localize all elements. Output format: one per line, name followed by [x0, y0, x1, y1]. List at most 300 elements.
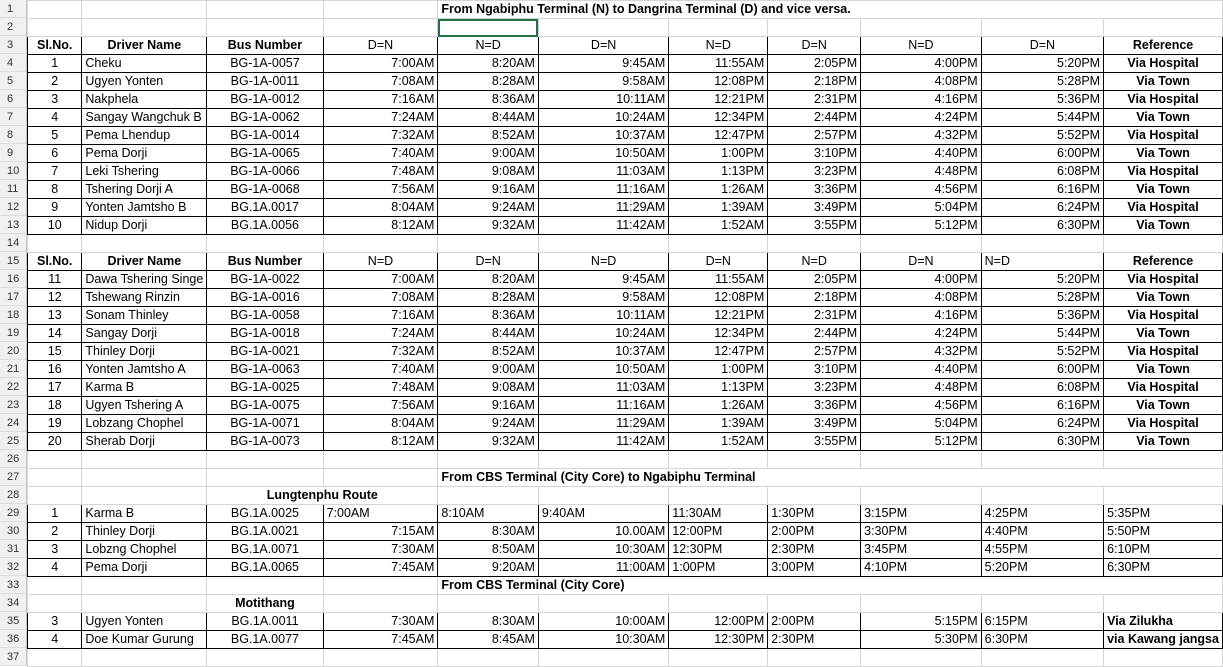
- cell[interactable]: 12:34PM: [669, 325, 768, 343]
- cell[interactable]: 12:21PM: [669, 307, 768, 325]
- cell[interactable]: 3:36PM: [768, 397, 861, 415]
- cell[interactable]: 12:47PM: [669, 343, 768, 361]
- cell[interactable]: 5:52PM: [981, 343, 1103, 361]
- cell[interactable]: 9:40AM: [538, 505, 668, 523]
- driver-name-cell[interactable]: Cheku: [82, 55, 207, 73]
- column-header[interactable]: Sl.No.: [28, 253, 82, 271]
- cell[interactable]: 12:00PM: [669, 613, 768, 631]
- cell[interactable]: 10:24AM: [538, 325, 668, 343]
- column-header[interactable]: D=N: [768, 37, 861, 55]
- empty-cell[interactable]: [861, 451, 982, 469]
- empty-cell[interactable]: [323, 19, 438, 37]
- row-number[interactable]: 5: [0, 72, 26, 90]
- empty-cell[interactable]: [28, 577, 82, 595]
- cell[interactable]: 6:00PM: [981, 361, 1103, 379]
- row-number[interactable]: 34: [0, 594, 26, 612]
- empty-cell[interactable]: [861, 19, 982, 37]
- cell[interactable]: 2:31PM: [768, 91, 861, 109]
- cell[interactable]: 3:30PM: [861, 523, 982, 541]
- cell[interactable]: 4:40PM: [861, 361, 982, 379]
- row-number[interactable]: 14: [0, 234, 26, 252]
- cell[interactable]: 7:00AM: [323, 55, 438, 73]
- row-number[interactable]: 30: [0, 522, 26, 540]
- cell[interactable]: 4: [28, 109, 82, 127]
- cell[interactable]: BG.1A.0077: [207, 631, 323, 649]
- cell[interactable]: 11:55AM: [669, 271, 768, 289]
- cell[interactable]: 2:57PM: [768, 127, 861, 145]
- cell[interactable]: 3:49PM: [768, 415, 861, 433]
- empty-cell[interactable]: [438, 235, 539, 253]
- cell[interactable]: 6:10PM: [1104, 541, 1223, 559]
- empty-cell[interactable]: [768, 487, 861, 505]
- cell[interactable]: BG.1A.0021: [207, 523, 323, 541]
- cell[interactable]: 11:29AM: [538, 415, 668, 433]
- cell[interactable]: 5:12PM: [861, 217, 982, 235]
- cell[interactable]: 20: [28, 433, 82, 451]
- driver-name-cell[interactable]: Nakphela: [82, 91, 207, 109]
- column-header[interactable]: Driver Name: [82, 253, 207, 271]
- cell[interactable]: 12:21PM: [669, 91, 768, 109]
- cell[interactable]: Via Town: [1104, 361, 1223, 379]
- cell[interactable]: 5:44PM: [981, 109, 1103, 127]
- cell[interactable]: 6: [28, 145, 82, 163]
- cell[interactable]: 10:30AM: [538, 541, 668, 559]
- empty-cell[interactable]: [28, 487, 82, 505]
- cell[interactable]: 7:08AM: [323, 289, 438, 307]
- empty-cell[interactable]: [82, 469, 207, 487]
- cell[interactable]: 19: [28, 415, 82, 433]
- cell[interactable]: 4:56PM: [861, 397, 982, 415]
- column-header[interactable]: N=D: [861, 37, 982, 55]
- cell[interactable]: 5:30PM: [861, 631, 982, 649]
- empty-cell[interactable]: [538, 487, 668, 505]
- cell[interactable]: 6:16PM: [981, 181, 1103, 199]
- cell[interactable]: 1:26AM: [669, 181, 768, 199]
- route-label[interactable]: Motithang: [207, 595, 323, 613]
- empty-cell[interactable]: [669, 487, 768, 505]
- cell[interactable]: 1:30PM: [768, 505, 861, 523]
- cell[interactable]: 11:42AM: [538, 433, 668, 451]
- row-number[interactable]: 11: [0, 180, 26, 198]
- cell[interactable]: 5:35PM: [1104, 505, 1223, 523]
- driver-name-cell[interactable]: Yonten Jamtsho A: [82, 361, 207, 379]
- empty-cell[interactable]: [207, 649, 323, 667]
- driver-name-cell[interactable]: Karma B: [82, 379, 207, 397]
- cell[interactable]: Via Hospital: [1104, 199, 1223, 217]
- driver-name-cell[interactable]: Ugyen Tshering A: [82, 397, 207, 415]
- cell[interactable]: 8:50AM: [438, 541, 539, 559]
- empty-cell[interactable]: [82, 451, 207, 469]
- cell[interactable]: 1:52AM: [669, 433, 768, 451]
- driver-name-cell[interactable]: Tshering Dorji A: [82, 181, 207, 199]
- cell[interactable]: Via Town: [1104, 289, 1223, 307]
- empty-cell[interactable]: [438, 487, 539, 505]
- row-number[interactable]: 27: [0, 468, 26, 486]
- cell[interactable]: Via Hospital: [1104, 379, 1223, 397]
- cell[interactable]: 9:16AM: [438, 181, 539, 199]
- bus-number-cell[interactable]: BG-1A-0012: [207, 91, 323, 109]
- cell[interactable]: 8:52AM: [438, 127, 539, 145]
- empty-cell[interactable]: [1104, 595, 1223, 613]
- cell[interactable]: 2:00PM: [768, 523, 861, 541]
- row-number[interactable]: 19: [0, 324, 26, 342]
- cell[interactable]: 9:00AM: [438, 361, 539, 379]
- selected-cell[interactable]: [438, 19, 539, 37]
- cell[interactable]: 9:58AM: [538, 289, 668, 307]
- cell[interactable]: 10:24AM: [538, 109, 668, 127]
- cell[interactable]: 10:50AM: [538, 145, 668, 163]
- cell[interactable]: 5:04PM: [861, 415, 982, 433]
- cell[interactable]: 4:32PM: [861, 127, 982, 145]
- bus-number-cell[interactable]: BG-1A-0014: [207, 127, 323, 145]
- column-header[interactable]: Driver Name: [82, 37, 207, 55]
- cell[interactable]: 12:47PM: [669, 127, 768, 145]
- row-number[interactable]: 16: [0, 270, 26, 288]
- cell[interactable]: 4:08PM: [861, 289, 982, 307]
- cell[interactable]: 7:40AM: [323, 145, 438, 163]
- cell[interactable]: Via Hospital: [1104, 307, 1223, 325]
- cell[interactable]: 8:04AM: [323, 415, 438, 433]
- cell[interactable]: 11:30AM: [669, 505, 768, 523]
- sheet-title[interactable]: From Ngabiphu Terminal (N) to Dangrina Terminal (D) and vice versa.: [438, 1, 1223, 19]
- cell[interactable]: Via Town: [1104, 325, 1223, 343]
- cell[interactable]: 8:44AM: [438, 325, 539, 343]
- cell[interactable]: 6:24PM: [981, 415, 1103, 433]
- cell[interactable]: 8:04AM: [323, 199, 438, 217]
- cell[interactable]: 6:30PM: [981, 433, 1103, 451]
- cell[interactable]: 7:45AM: [323, 559, 438, 577]
- cell[interactable]: 9:45AM: [538, 55, 668, 73]
- bus-number-cell[interactable]: BG-1A-0025: [207, 379, 323, 397]
- cell[interactable]: Via Hospital: [1104, 271, 1223, 289]
- row-number[interactable]: 12: [0, 198, 26, 216]
- cell[interactable]: 5:36PM: [981, 91, 1103, 109]
- driver-name-cell[interactable]: Sangay Wangchuk B: [82, 109, 207, 127]
- cell[interactable]: 8: [28, 181, 82, 199]
- cell[interactable]: 3:10PM: [768, 361, 861, 379]
- row-number[interactable]: 3: [0, 36, 26, 54]
- empty-cell[interactable]: [1104, 451, 1223, 469]
- cell[interactable]: Via Hospital: [1104, 127, 1223, 145]
- driver-name-cell[interactable]: Leki Tshering: [82, 163, 207, 181]
- row-number[interactable]: 1: [0, 0, 26, 18]
- cell[interactable]: 17: [28, 379, 82, 397]
- cell[interactable]: Via Hospital: [1104, 343, 1223, 361]
- cell[interactable]: 1:00PM: [669, 145, 768, 163]
- row-number[interactable]: 15: [0, 252, 26, 270]
- cell[interactable]: 5: [28, 127, 82, 145]
- driver-name-cell[interactable]: Nidup Dorji: [82, 217, 207, 235]
- cell[interactable]: 1:52AM: [669, 217, 768, 235]
- row-number[interactable]: 36: [0, 630, 26, 648]
- cell[interactable]: 6:30PM: [981, 631, 1103, 649]
- driver-name-cell[interactable]: Yonten Jamtsho B: [82, 199, 207, 217]
- cell[interactable]: 7:30AM: [323, 613, 438, 631]
- cell[interactable]: 2:18PM: [768, 73, 861, 91]
- cell[interactable]: 9:32AM: [438, 433, 539, 451]
- bus-number-cell[interactable]: BG-1A-0071: [207, 415, 323, 433]
- empty-cell[interactable]: [768, 649, 861, 667]
- cell[interactable]: 11:03AM: [538, 379, 668, 397]
- cell[interactable]: 7:16AM: [323, 307, 438, 325]
- cell[interactable]: via Kawang jangsa: [1104, 631, 1223, 649]
- cell[interactable]: 3: [28, 541, 82, 559]
- cell[interactable]: 1: [28, 55, 82, 73]
- empty-cell[interactable]: [981, 649, 1103, 667]
- cell[interactable]: 9:58AM: [538, 73, 668, 91]
- cell[interactable]: 7:24AM: [323, 325, 438, 343]
- cell[interactable]: 2: [28, 73, 82, 91]
- empty-cell[interactable]: [28, 1, 82, 19]
- cell[interactable]: 2: [28, 523, 82, 541]
- cell[interactable]: 6:16PM: [981, 397, 1103, 415]
- cell[interactable]: 6:30PM: [981, 217, 1103, 235]
- empty-cell[interactable]: [768, 235, 861, 253]
- cell[interactable]: 5:15PM: [861, 613, 982, 631]
- cell[interactable]: 11:00AM: [538, 559, 668, 577]
- cell[interactable]: 8:10AM: [438, 505, 539, 523]
- cell[interactable]: 9:00AM: [438, 145, 539, 163]
- cell[interactable]: Via Zilukha: [1104, 613, 1223, 631]
- cell[interactable]: 5:12PM: [861, 433, 982, 451]
- row-number[interactable]: 28: [0, 486, 26, 504]
- row-number[interactable]: 32: [0, 558, 26, 576]
- cell[interactable]: 3:45PM: [861, 541, 982, 559]
- empty-cell[interactable]: [207, 451, 323, 469]
- cell[interactable]: 2:30PM: [768, 631, 861, 649]
- empty-cell[interactable]: [323, 1, 438, 19]
- cell[interactable]: Via Town: [1104, 109, 1223, 127]
- cell[interactable]: 12:34PM: [669, 109, 768, 127]
- cell[interactable]: 8:12AM: [323, 433, 438, 451]
- section-title[interactable]: From CBS Terminal (City Core): [438, 577, 1223, 595]
- driver-name-cell[interactable]: Pema Dorji: [82, 145, 207, 163]
- cell[interactable]: 3:15PM: [861, 505, 982, 523]
- cell[interactable]: Via Hospital: [1104, 55, 1223, 73]
- column-header[interactable]: Bus Number: [207, 37, 323, 55]
- cell[interactable]: 7:32AM: [323, 127, 438, 145]
- cell[interactable]: 7: [28, 163, 82, 181]
- bus-number-cell[interactable]: BG-1A-0058: [207, 307, 323, 325]
- column-header[interactable]: N=D: [669, 37, 768, 55]
- empty-cell[interactable]: [1104, 649, 1223, 667]
- empty-cell[interactable]: [207, 235, 323, 253]
- cell[interactable]: 10:11AM: [538, 307, 668, 325]
- empty-cell[interactable]: [207, 577, 323, 595]
- cell[interactable]: Via Town: [1104, 217, 1223, 235]
- bus-number-cell[interactable]: BG-1A-0073: [207, 433, 323, 451]
- cell[interactable]: 9: [28, 199, 82, 217]
- empty-cell[interactable]: [207, 19, 323, 37]
- cell[interactable]: 7:30AM: [323, 541, 438, 559]
- cell[interactable]: 8:36AM: [438, 307, 539, 325]
- driver-name-cell[interactable]: Tshewang Rinzin: [82, 289, 207, 307]
- driver-name-cell[interactable]: Ugyen Yonten: [82, 73, 207, 91]
- cell[interactable]: 4:16PM: [861, 91, 982, 109]
- empty-cell[interactable]: [323, 577, 438, 595]
- bus-number-cell[interactable]: BG-1A-0021: [207, 343, 323, 361]
- cell[interactable]: 5:28PM: [981, 289, 1103, 307]
- cell[interactable]: 7:32AM: [323, 343, 438, 361]
- cell[interactable]: 3:49PM: [768, 199, 861, 217]
- empty-cell[interactable]: [323, 235, 438, 253]
- empty-cell[interactable]: [669, 649, 768, 667]
- cell[interactable]: Via Town: [1104, 433, 1223, 451]
- cell[interactable]: 12:00PM: [669, 523, 768, 541]
- cell[interactable]: 10.00AM: [538, 523, 668, 541]
- empty-cell[interactable]: [768, 595, 861, 613]
- cell[interactable]: 2:44PM: [768, 325, 861, 343]
- empty-cell[interactable]: [981, 487, 1103, 505]
- cell[interactable]: 12:08PM: [669, 289, 768, 307]
- cell[interactable]: Via Town: [1104, 73, 1223, 91]
- cell[interactable]: 3: [28, 613, 82, 631]
- cell[interactable]: 7:24AM: [323, 109, 438, 127]
- cell[interactable]: Lobzng Chophel: [82, 541, 207, 559]
- cell[interactable]: 5:52PM: [981, 127, 1103, 145]
- empty-cell[interactable]: [207, 469, 323, 487]
- cell[interactable]: 4:10PM: [861, 559, 982, 577]
- route-label[interactable]: Lungtenphu Route: [207, 487, 438, 505]
- cell[interactable]: Karma B: [82, 505, 207, 523]
- empty-cell[interactable]: [981, 235, 1103, 253]
- cell[interactable]: 4:55PM: [981, 541, 1103, 559]
- empty-cell[interactable]: [861, 487, 982, 505]
- row-number[interactable]: 13: [0, 216, 26, 234]
- row-number[interactable]: 23: [0, 396, 26, 414]
- cell[interactable]: 3:55PM: [768, 217, 861, 235]
- cell[interactable]: 8:20AM: [438, 271, 539, 289]
- empty-cell[interactable]: [538, 19, 668, 37]
- cell[interactable]: 6:15PM: [981, 613, 1103, 631]
- cell[interactable]: 16: [28, 361, 82, 379]
- cell[interactable]: 1:00PM: [669, 559, 768, 577]
- cell[interactable]: 8:30AM: [438, 613, 539, 631]
- empty-cell[interactable]: [28, 451, 82, 469]
- cell[interactable]: 2:05PM: [768, 55, 861, 73]
- cell[interactable]: 2:57PM: [768, 343, 861, 361]
- cell[interactable]: 8:28AM: [438, 73, 539, 91]
- row-number[interactable]: 24: [0, 414, 26, 432]
- cell[interactable]: 11:16AM: [538, 181, 668, 199]
- cell[interactable]: 6:08PM: [981, 379, 1103, 397]
- row-number[interactable]: 6: [0, 90, 26, 108]
- cell[interactable]: 1:13PM: [669, 379, 768, 397]
- empty-cell[interactable]: [1104, 19, 1223, 37]
- column-header[interactable]: N=D: [323, 253, 438, 271]
- cell[interactable]: 4:40PM: [861, 145, 982, 163]
- empty-cell[interactable]: [768, 451, 861, 469]
- bus-number-cell[interactable]: BG.1A.0056: [207, 217, 323, 235]
- cell[interactable]: 7:16AM: [323, 91, 438, 109]
- cell[interactable]: 10:37AM: [538, 127, 668, 145]
- empty-cell[interactable]: [981, 451, 1103, 469]
- cell[interactable]: 1:13PM: [669, 163, 768, 181]
- row-number[interactable]: 22: [0, 378, 26, 396]
- row-number[interactable]: 8: [0, 126, 26, 144]
- cell[interactable]: 8:36AM: [438, 91, 539, 109]
- bus-number-cell[interactable]: BG-1A-0057: [207, 55, 323, 73]
- empty-cell[interactable]: [1104, 487, 1223, 505]
- empty-cell[interactable]: [538, 649, 668, 667]
- cell[interactable]: 6:08PM: [981, 163, 1103, 181]
- bus-number-cell[interactable]: BG-1A-0075: [207, 397, 323, 415]
- bus-number-cell[interactable]: BG-1A-0066: [207, 163, 323, 181]
- bus-number-cell[interactable]: BG-1A-0065: [207, 145, 323, 163]
- row-number[interactable]: 21: [0, 360, 26, 378]
- row-number[interactable]: 20: [0, 342, 26, 360]
- cell[interactable]: 11:55AM: [669, 55, 768, 73]
- empty-cell[interactable]: [28, 649, 82, 667]
- cell[interactable]: Ugyen Yonten: [82, 613, 207, 631]
- cell[interactable]: Via Hospital: [1104, 163, 1223, 181]
- column-header[interactable]: D=N: [323, 37, 438, 55]
- row-number[interactable]: 26: [0, 450, 26, 468]
- row-number[interactable]: 4: [0, 54, 26, 72]
- empty-cell[interactable]: [861, 649, 982, 667]
- cell[interactable]: 1: [28, 505, 82, 523]
- empty-cell[interactable]: [861, 235, 982, 253]
- cell[interactable]: 3:23PM: [768, 379, 861, 397]
- bus-number-cell[interactable]: BG-1A-0063: [207, 361, 323, 379]
- cell[interactable]: BG.1A.0065: [207, 559, 323, 577]
- empty-cell[interactable]: [1104, 235, 1223, 253]
- cell[interactable]: 2:00PM: [768, 613, 861, 631]
- cell[interactable]: 11:16AM: [538, 397, 668, 415]
- empty-cell[interactable]: [669, 235, 768, 253]
- cell[interactable]: 11: [28, 271, 82, 289]
- bus-number-cell[interactable]: BG-1A-0068: [207, 181, 323, 199]
- driver-name-cell[interactable]: Dawa Tshering Singe: [82, 271, 207, 289]
- empty-cell[interactable]: [28, 235, 82, 253]
- cell[interactable]: 9:32AM: [438, 217, 539, 235]
- cell[interactable]: Thinley Dorji: [82, 523, 207, 541]
- cell[interactable]: 3:36PM: [768, 181, 861, 199]
- column-header[interactable]: D=N: [538, 37, 668, 55]
- bus-number-cell[interactable]: BG.1A.0017: [207, 199, 323, 217]
- empty-cell[interactable]: [981, 595, 1103, 613]
- cell[interactable]: Via Town: [1104, 181, 1223, 199]
- empty-cell[interactable]: [207, 1, 323, 19]
- driver-name-cell[interactable]: Thinley Dorji: [82, 343, 207, 361]
- empty-cell[interactable]: [82, 649, 207, 667]
- cell[interactable]: Via Town: [1104, 145, 1223, 163]
- cell[interactable]: 9:08AM: [438, 163, 539, 181]
- cell[interactable]: 9:20AM: [438, 559, 539, 577]
- row-number[interactable]: 18: [0, 306, 26, 324]
- cell[interactable]: 6:30PM: [1104, 559, 1223, 577]
- cell[interactable]: 7:40AM: [323, 361, 438, 379]
- row-number[interactable]: 25: [0, 432, 26, 450]
- cell[interactable]: 10:00AM: [538, 613, 668, 631]
- cell[interactable]: 8:12AM: [323, 217, 438, 235]
- empty-cell[interactable]: [82, 235, 207, 253]
- cell[interactable]: 1:26AM: [669, 397, 768, 415]
- empty-cell[interactable]: [981, 19, 1103, 37]
- cell[interactable]: 8:52AM: [438, 343, 539, 361]
- cell[interactable]: 8:20AM: [438, 55, 539, 73]
- cell[interactable]: 7:15AM: [323, 523, 438, 541]
- cell[interactable]: 5:50PM: [1104, 523, 1223, 541]
- cell[interactable]: 8:45AM: [438, 631, 539, 649]
- cell[interactable]: 11:42AM: [538, 217, 668, 235]
- cell[interactable]: Via Hospital: [1104, 415, 1223, 433]
- empty-cell[interactable]: [28, 469, 82, 487]
- cell[interactable]: 2:44PM: [768, 109, 861, 127]
- cell[interactable]: 2:05PM: [768, 271, 861, 289]
- driver-name-cell[interactable]: Pema Lhendup: [82, 127, 207, 145]
- row-number[interactable]: 2: [0, 18, 26, 36]
